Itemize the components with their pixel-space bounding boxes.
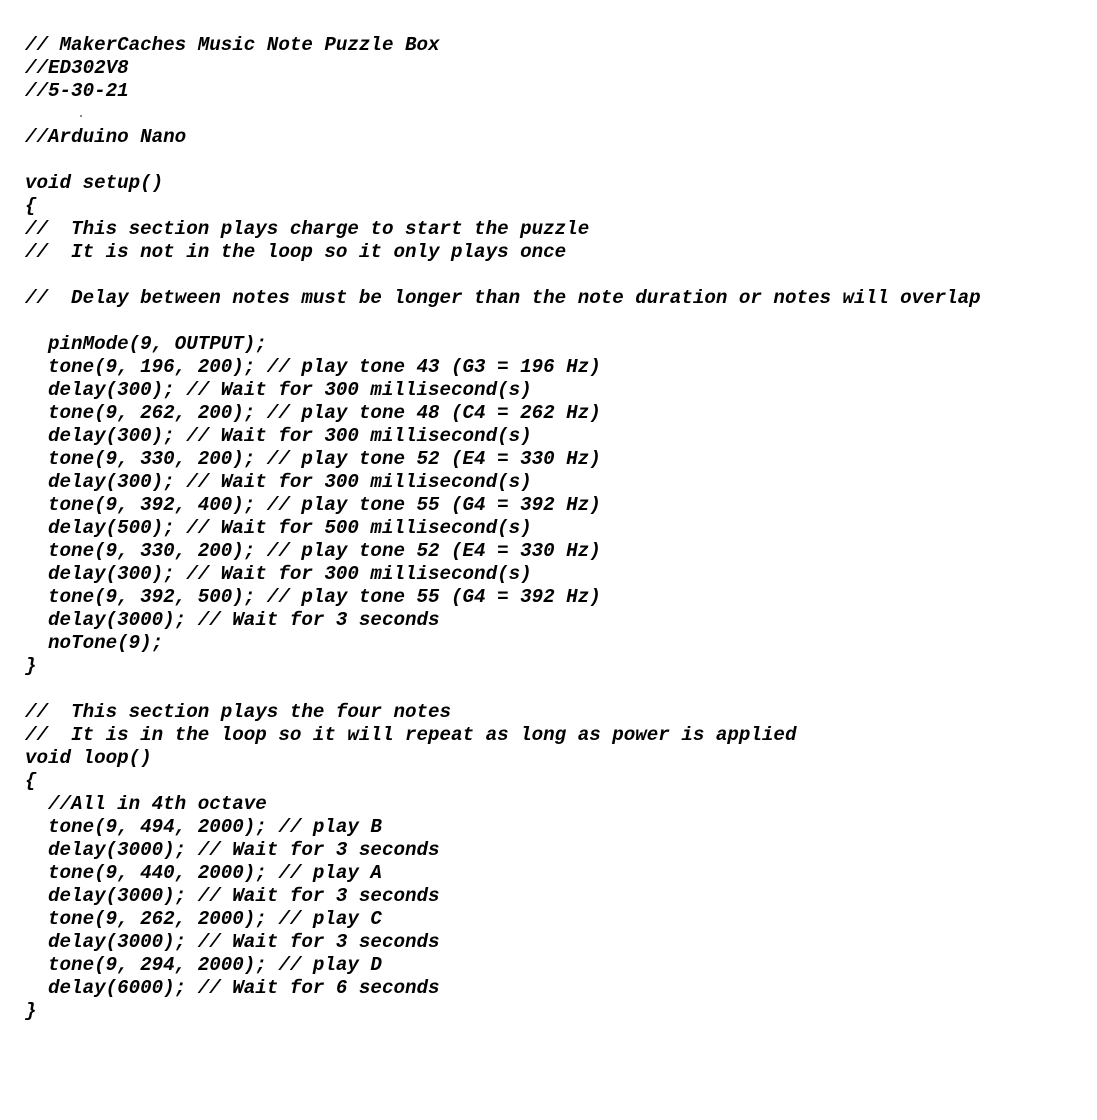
code-line: tone(9, 330, 200); // play tone 52 (E4 = 330 Hz) — [25, 540, 601, 562]
comment-title: // MakerCaches Music Note Puzzle Box — [25, 34, 440, 56]
blank-line — [25, 310, 1085, 333]
blank-line — [25, 678, 1085, 701]
code-line: tone(9, 262, 2000); // play C — [25, 908, 382, 930]
code-line: delay(300); // Wait for 300 millisecond(s) — [25, 471, 532, 493]
code-line: tone(9, 262, 200); // play tone 48 (C4 = 262 Hz) — [25, 402, 601, 424]
code-line: delay(6000); // Wait for 6 seconds — [25, 977, 440, 999]
code-line: tone(9, 440, 2000); // play A — [25, 862, 382, 884]
code-line: tone(9, 196, 200); // play tone 43 (G3 = 196 Hz) — [25, 356, 601, 378]
code-line: delay(300); // Wait for 300 millisecond(s) — [25, 425, 532, 447]
code-line: { — [25, 770, 37, 792]
code-line: // It is not in the loop so it only plays once — [25, 241, 567, 263]
loop-signature: void loop() — [25, 747, 152, 769]
blank-line — [25, 149, 1085, 172]
code-listing — [25, 34, 1085, 1023]
code-line: // This section plays the four notes — [25, 701, 452, 723]
code-line: delay(500); // Wait for 500 millisecond(s) — [25, 517, 532, 539]
code-line: noTone(9); — [25, 632, 164, 654]
blank-line — [25, 103, 1085, 126]
code-line: tone(9, 392, 400); // play tone 55 (G4 = 392 Hz) — [25, 494, 601, 516]
code-line: // This section plays charge to start the puzzle — [25, 218, 590, 240]
code-line: delay(300); // Wait for 300 millisecond(s) — [25, 563, 532, 585]
code-line: delay(300); // Wait for 300 millisecond(s) — [25, 379, 532, 401]
code-line: delay(3000); // Wait for 3 seconds — [25, 931, 440, 953]
code-line: //All in 4th octave — [25, 793, 267, 815]
blank-line — [25, 264, 1085, 287]
code-line: } — [25, 655, 37, 677]
code-line: delay(3000); // Wait for 3 seconds — [25, 609, 440, 631]
code-line: } — [25, 1000, 37, 1022]
code-line: tone(9, 294, 2000); // play D — [25, 954, 382, 976]
code-line: // It is in the loop so it will repeat as long as power is applied — [25, 724, 797, 746]
code-line: { — [25, 195, 37, 217]
comment-board: //Arduino Nano — [25, 126, 187, 148]
comment-date: //5-30-21 — [25, 80, 129, 102]
code-line: // Delay between notes must be longer than the note duration or notes will overlap — [25, 287, 981, 309]
code-line: tone(9, 494, 2000); // play B — [25, 816, 382, 838]
code-line: delay(3000); // Wait for 3 seconds — [25, 839, 440, 861]
stray-dot-mark — [80, 115, 82, 117]
code-line: tone(9, 330, 200); // play tone 52 (E4 = 330 Hz) — [25, 448, 601, 470]
code-line: pinMode(9, OUTPUT); — [25, 333, 267, 355]
comment-version: //ED302V8 — [25, 57, 129, 79]
setup-signature: void setup() — [25, 172, 164, 194]
code-line: delay(3000); // Wait for 3 seconds — [25, 885, 440, 907]
code-line: tone(9, 392, 500); // play tone 55 (G4 = 392 Hz) — [25, 586, 601, 608]
